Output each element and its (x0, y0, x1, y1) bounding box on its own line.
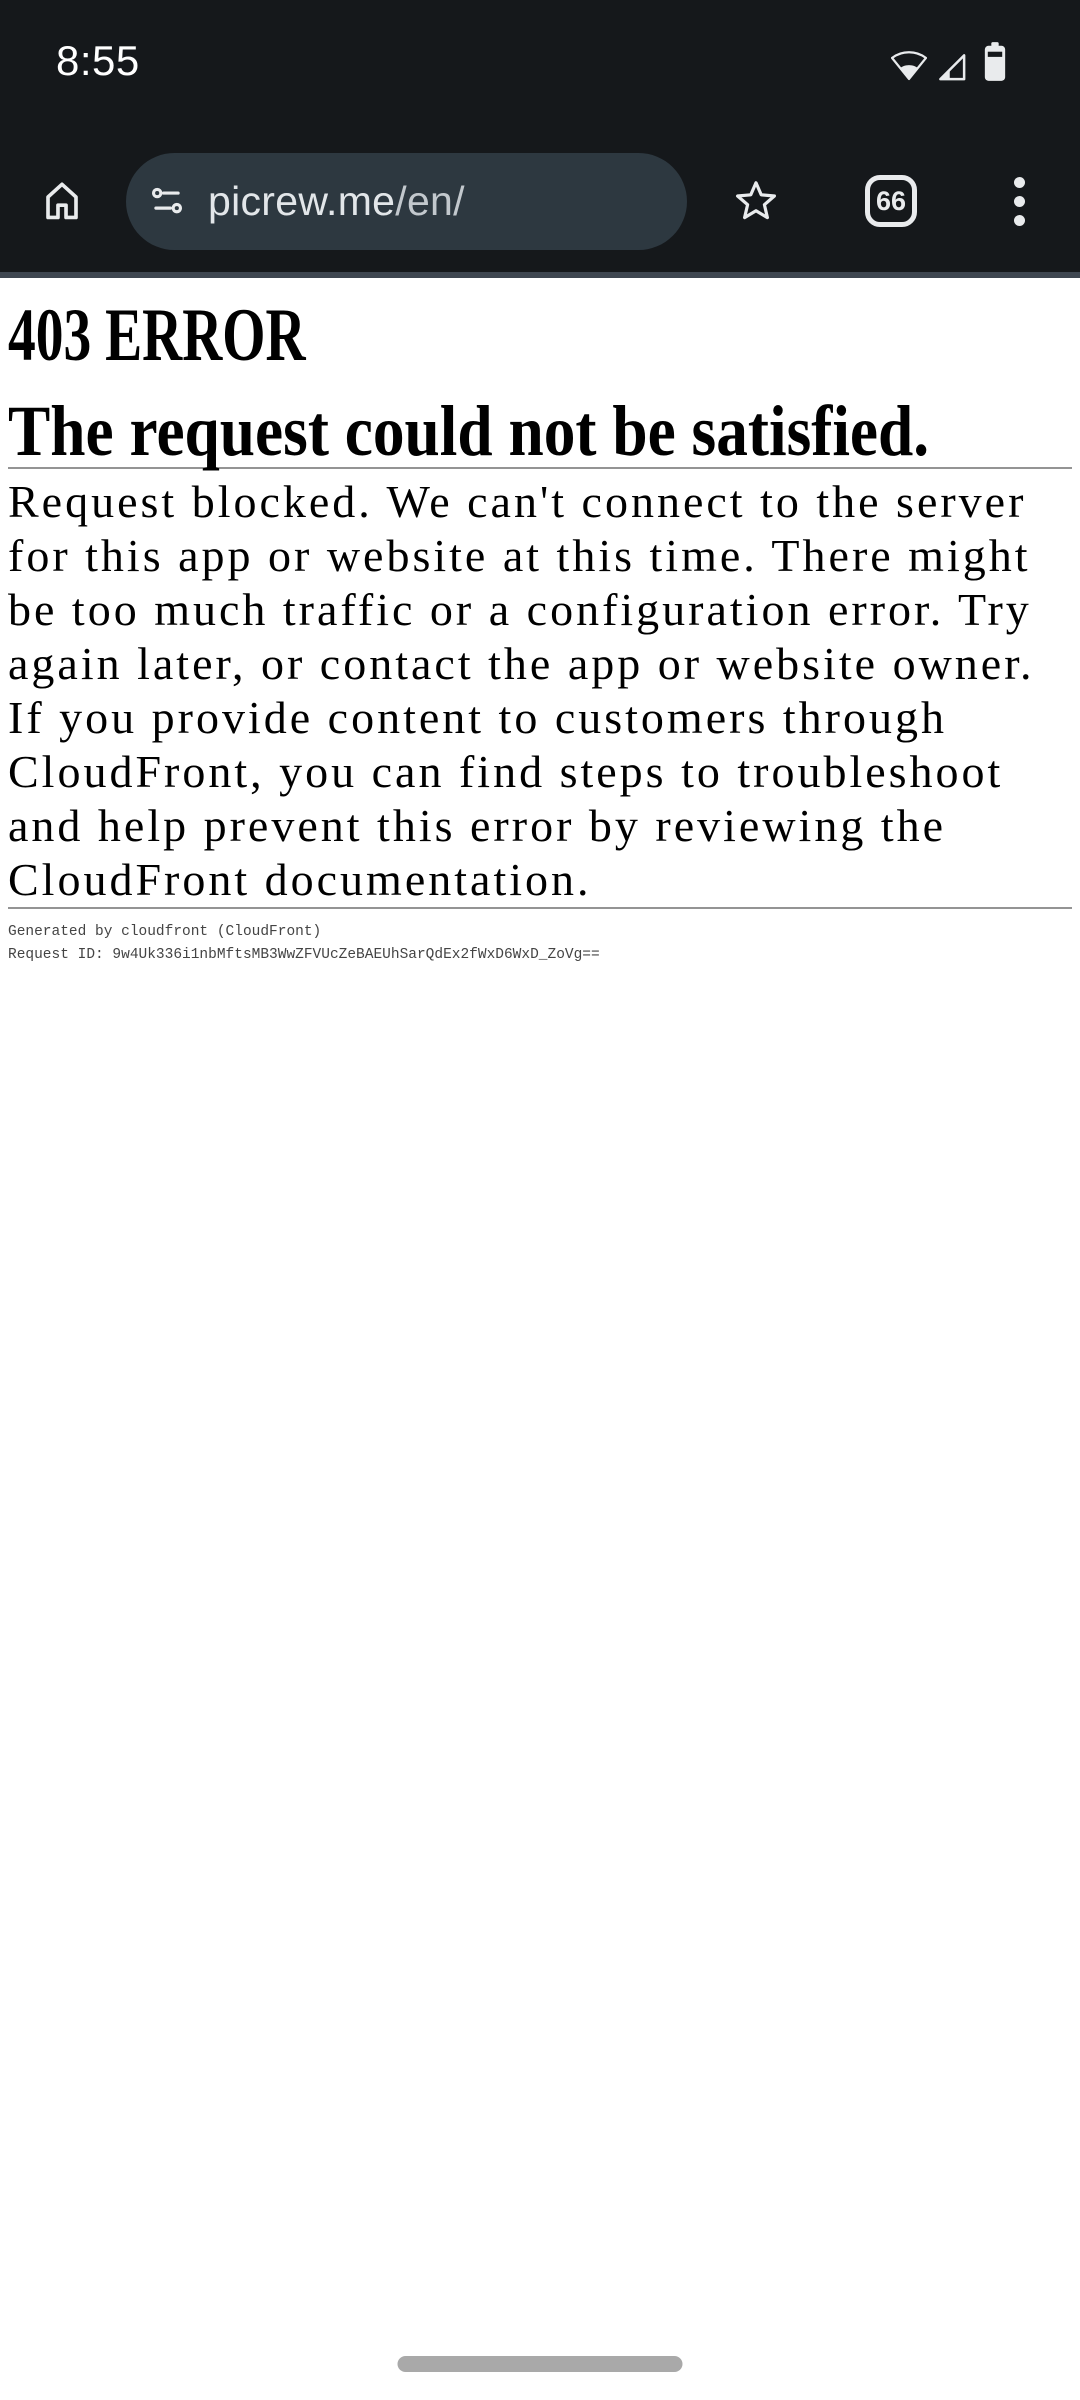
home-icon[interactable] (39, 178, 85, 224)
bookmark-star-icon[interactable] (732, 177, 780, 225)
status-bar (0, 0, 1080, 96)
tab-count-label: 66 (875, 185, 907, 216)
error-page-content (0, 294, 1080, 967)
divider-bottom (8, 907, 1072, 909)
browser-chrome (0, 0, 1080, 278)
error-paragraph-1: Request blocked. We can't connect to the server for this app or website at this time. There might be too much traffic or a configuration error. Try again later, or contact the app or website owner. (8, 476, 1035, 689)
menu-dot (1014, 215, 1025, 226)
status-icons (891, 42, 1007, 81)
error-description (8, 475, 1072, 907)
url-bar[interactable] (126, 153, 687, 250)
url-domain: picrew.me (208, 177, 396, 224)
overflow-menu-icon[interactable] (1012, 177, 1026, 226)
menu-dot (1014, 196, 1025, 207)
request-id-line: Request ID: 9w4Uk336i1nbMftsMB3WwZFVUcZeBAEUhSarQdEx2fWxD6WxD_ZoVg== (8, 947, 600, 963)
cellular-signal-icon (935, 51, 967, 81)
error-paragraph-2: If you provide content to customers through CloudFront, you can find steps to troubleshoot and help prevent this error by reviewing the CloudFront documentation. (8, 692, 1004, 905)
gesture-navigation-bar[interactable] (398, 2356, 683, 2372)
menu-dot (1014, 177, 1025, 188)
wifi-icon (891, 46, 927, 81)
generated-by-line: Generated by cloudfront (CloudFront) (8, 924, 322, 940)
url-path: /en/ (395, 177, 465, 224)
cloudfront-footer (8, 921, 1072, 967)
battery-icon (983, 42, 1007, 81)
error-title: 403 ERROR (8, 294, 306, 377)
status-time: 8:55 (56, 37, 140, 84)
tab-switcher-button[interactable] (865, 175, 917, 227)
site-settings-icon[interactable] (148, 182, 186, 220)
toolbar-divider (0, 272, 1080, 278)
error-subtitle: The request could not be satisfied. (8, 391, 930, 471)
browser-toolbar (0, 96, 1080, 272)
url-text[interactable] (208, 178, 465, 225)
